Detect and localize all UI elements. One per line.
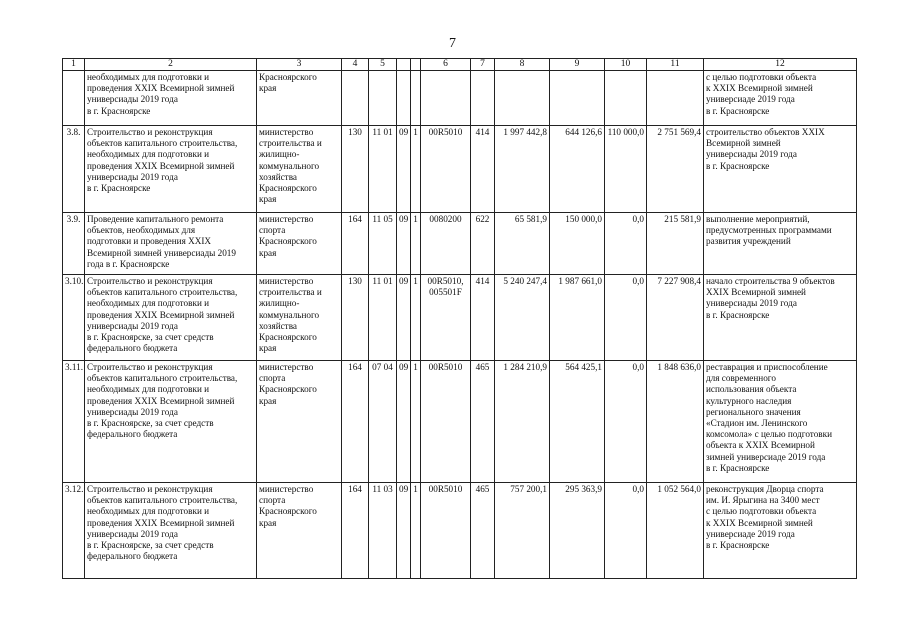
agency-name: министерство спорта Красноярского края [257,213,342,275]
table-row [63,483,857,579]
header-cell: 5 [369,59,397,71]
code-subprogram: 09 [397,275,411,361]
header-cell: 4 [342,59,369,71]
amount-total: 1 848 636,0 [647,361,704,483]
event-name: необходимых для подготовки и проведения XXIX Всемирной зимней универсиады 2019 года в г. Красноярске [85,71,257,126]
expected-result: начало строительства 9 объектов XXIX Всемирной зимней универсиады 2019 года в г. Красноярске [704,275,857,361]
amount-2018: 644 126,6 [550,126,605,213]
expected-result: реставрация и приспособление для современного использования объекта культурного наследия регионального значения «Стадион им. Ленинского комсомола» с целью подготовки объекта к XXIX Всемирной зимней универсиаде 2019 года в г. Красноярске [704,361,857,483]
amount-2019: 0,0 [605,483,647,579]
code-target [421,71,471,126]
amount-2017: 5 240 247,4 [495,275,550,361]
amount-2017: 757 200,1 [495,483,550,579]
agency-name: министерство строительства и жилищно- коммунального хозяйства Красноярского края [257,126,342,213]
code-type: 414 [471,275,495,361]
row-number: 3.11. [63,361,85,483]
code-section: 11 01 [369,275,397,361]
code-gp: 164 [342,213,369,275]
amount-2019: 0,0 [605,361,647,483]
row-number [63,71,85,126]
table-row [63,213,857,275]
event-name: Строительство и реконструкция объектов капитального строительства, необходимых для подготовки и проведения XXIX Всемирной зимней универсиады 2019 года в г. Красноярске, за счет средств федерального бюджета [85,275,257,361]
amount-2017: 65 581,9 [495,213,550,275]
code-gp: 164 [342,361,369,483]
code-target: 0080200 [421,213,471,275]
code-subprogram: 09 [397,213,411,275]
code-type: 465 [471,483,495,579]
row-number: 3.12. [63,483,85,579]
amount-2017: 1 997 442,8 [495,126,550,213]
header-cell: 12 [704,59,857,71]
code-target: 00R5010 [421,483,471,579]
table-row [63,71,857,126]
event-name: Строительство и реконструкция объектов капитального строительства, необходимых для подготовки и проведения XXIX Всемирной зимней универсиады 2019 года в г. Красноярске, за счет средств федерального бюджета [85,361,257,483]
amount-2019: 0,0 [605,275,647,361]
code-type [471,71,495,126]
amount-2017 [495,71,550,126]
code-section [369,71,397,126]
amount-2019 [605,71,647,126]
amount-total [647,71,704,126]
amount-2018 [550,71,605,126]
code-type: 465 [471,361,495,483]
header-cell [397,59,411,71]
code-gp: 130 [342,126,369,213]
table-row [63,361,857,483]
agency-name: министерство спорта Красноярского края [257,483,342,579]
agency-name: министерство строительства и жилищно- коммунального хозяйства Красноярского края [257,275,342,361]
header-cell [411,59,421,71]
code-target: 00R5010 [421,126,471,213]
header-cell: 10 [605,59,647,71]
code-section: 11 03 [369,483,397,579]
expected-result: с целью подготовки объекта к XXIX Всемирной зимней универсиаде 2019 года в г. Красноярске [704,71,857,126]
code-sub: 1 [411,213,421,275]
amount-total: 215 581,9 [647,213,704,275]
code-target: 00R5010, 005501F [421,275,471,361]
code-sub: 1 [411,483,421,579]
code-section: 11 01 [369,126,397,213]
agency-name: министерство спорта Красноярского края [257,361,342,483]
amount-2017: 1 284 210,9 [495,361,550,483]
code-section: 07 04 [369,361,397,483]
code-sub [411,71,421,126]
agency-name: Красноярского края [257,71,342,126]
header-cell: 1 [63,59,85,71]
amount-total: 7 227 908,4 [647,275,704,361]
budget-table [62,58,857,579]
code-sub: 1 [411,126,421,213]
amount-2019: 110 000,0 [605,126,647,213]
code-sub: 1 [411,361,421,483]
header-cell: 6 [421,59,471,71]
header-cell: 8 [495,59,550,71]
row-number: 3.9. [63,213,85,275]
amount-2018: 564 425,1 [550,361,605,483]
code-gp: 164 [342,483,369,579]
header-cell: 7 [471,59,495,71]
code-section: 11 05 [369,213,397,275]
code-type: 414 [471,126,495,213]
amount-total: 2 751 569,4 [647,126,704,213]
code-type: 622 [471,213,495,275]
code-subprogram [397,71,411,126]
code-gp [342,71,369,126]
code-subprogram: 09 [397,483,411,579]
amount-2019: 0,0 [605,213,647,275]
code-subprogram: 09 [397,361,411,483]
amount-2018: 295 363,9 [550,483,605,579]
table-row [63,126,857,213]
header-row [63,59,857,71]
row-number: 3.8. [63,126,85,213]
event-name: Строительство и реконструкция объектов капитального строительства, необходимых для подготовки и проведения XXIX Всемирной зимней универсиады 2019 года в г. Красноярске, за счет средств федерального бюджета [85,483,257,579]
header-cell: 2 [85,59,257,71]
header-cell: 9 [550,59,605,71]
event-name: Проведение капитального ремонта объектов, необходимых для подготовки и проведения XXIX Всемирной зимней универсиады 2019 года в г. Красноярске [85,213,257,275]
expected-result: реконструкция Дворца спорта им. И. Ярыгина на 3400 мест с целью подготовки объекта к XXIX Всемирной зимней универсиаде 2019 года в г. Красноярске [704,483,857,579]
header-cell: 3 [257,59,342,71]
code-sub: 1 [411,275,421,361]
event-name: Строительство и реконструкция объектов капитального строительства, необходимых для подготовки и проведения XXIX Всемирной зимней универсиады 2019 года в г. Красноярске [85,126,257,213]
expected-result: строительство объектов XXIX Всемирной зимней универсиады 2019 года в г. Красноярске [704,126,857,213]
amount-2018: 150 000,0 [550,213,605,275]
header-cell: 11 [647,59,704,71]
page-number: 7 [449,36,456,51]
table-row [63,275,857,361]
code-gp: 130 [342,275,369,361]
code-target: 00R5010 [421,361,471,483]
expected-result: выполнение мероприятий, предусмотренных программами развития учреждений [704,213,857,275]
row-number: 3.10. [63,275,85,361]
code-subprogram: 09 [397,126,411,213]
amount-total: 1 052 564,0 [647,483,704,579]
amount-2018: 1 987 661,0 [550,275,605,361]
